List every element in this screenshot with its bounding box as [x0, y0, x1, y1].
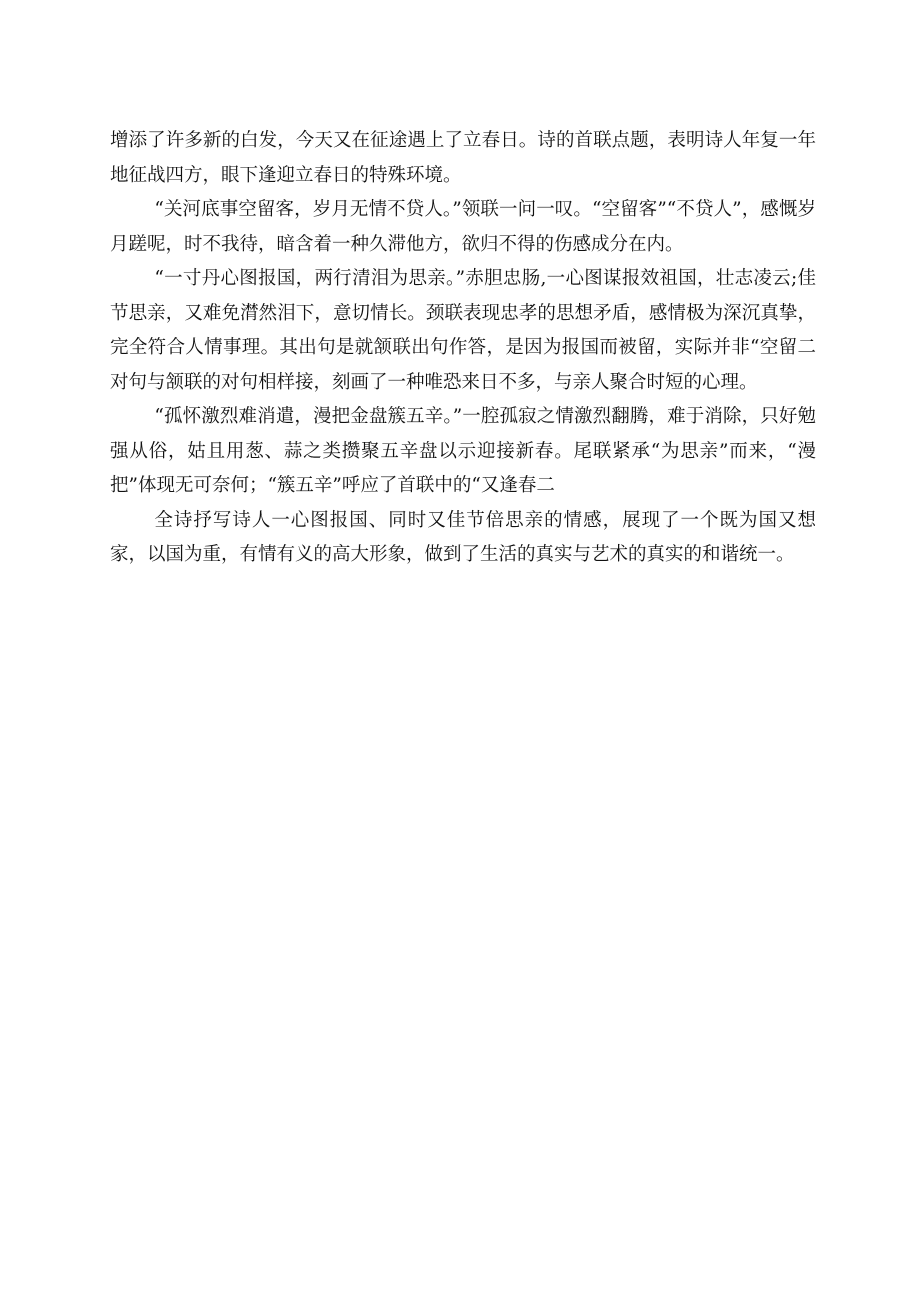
- paragraph-2: “关河底事空留客，岁月无情不贷人。”领联一问一叹。“空留客”“不贷人”，感慨岁月蹉呢，时不我待，暗含着一种久滞他方，欲归不得的伤感成分在内。: [110, 199, 816, 255]
- paragraph-3: “一寸丹心图报国，两行清泪为思亲。”赤胆忠肠,一心图谋报效祖国，壮志凌云;佳节思亲，又难免潸然泪下，意切情长。颈联表现忠孝的思想矛盾，感情极为深沉真挚，完全符合人情事理。其出句是就颔联出句作答，是因为报国而被留，实际并非“空留二对句与颔联的对句相样接，刻画了一种唯恐来日不多，与亲人聚合时短的心理。: [110, 268, 816, 393]
- paragraph-4: “孤怀激烈难消遣，漫把金盘簇五辛。”一腔孤寂之情激烈翻腾，难于消除，只好勉强从俗，姑且用葱、蒜之类攒聚五辛盘以示迎接新春。尾联紧承“为思亲”而来，“漫把”体现无可奈何；“簇五辛”呼应了首联中的“又逢春二: [110, 406, 816, 496]
- paragraph-5: 全诗抒写诗人一心图报国、同时又佳节倍思亲的情感，展现了一个既为国又想家，以国为重，有情有义的高大形象，做到了生活的真实与艺术的真实的和谐统一。: [110, 509, 816, 565]
- paragraph-1: 增添了许多新的白发，今天又在征途遇上了立春日。诗的首联点题，表明诗人年复一年地征战四方，眼下逢迎立春日的特殊环境。: [110, 130, 816, 186]
- document-body: [110, 124, 816, 573]
